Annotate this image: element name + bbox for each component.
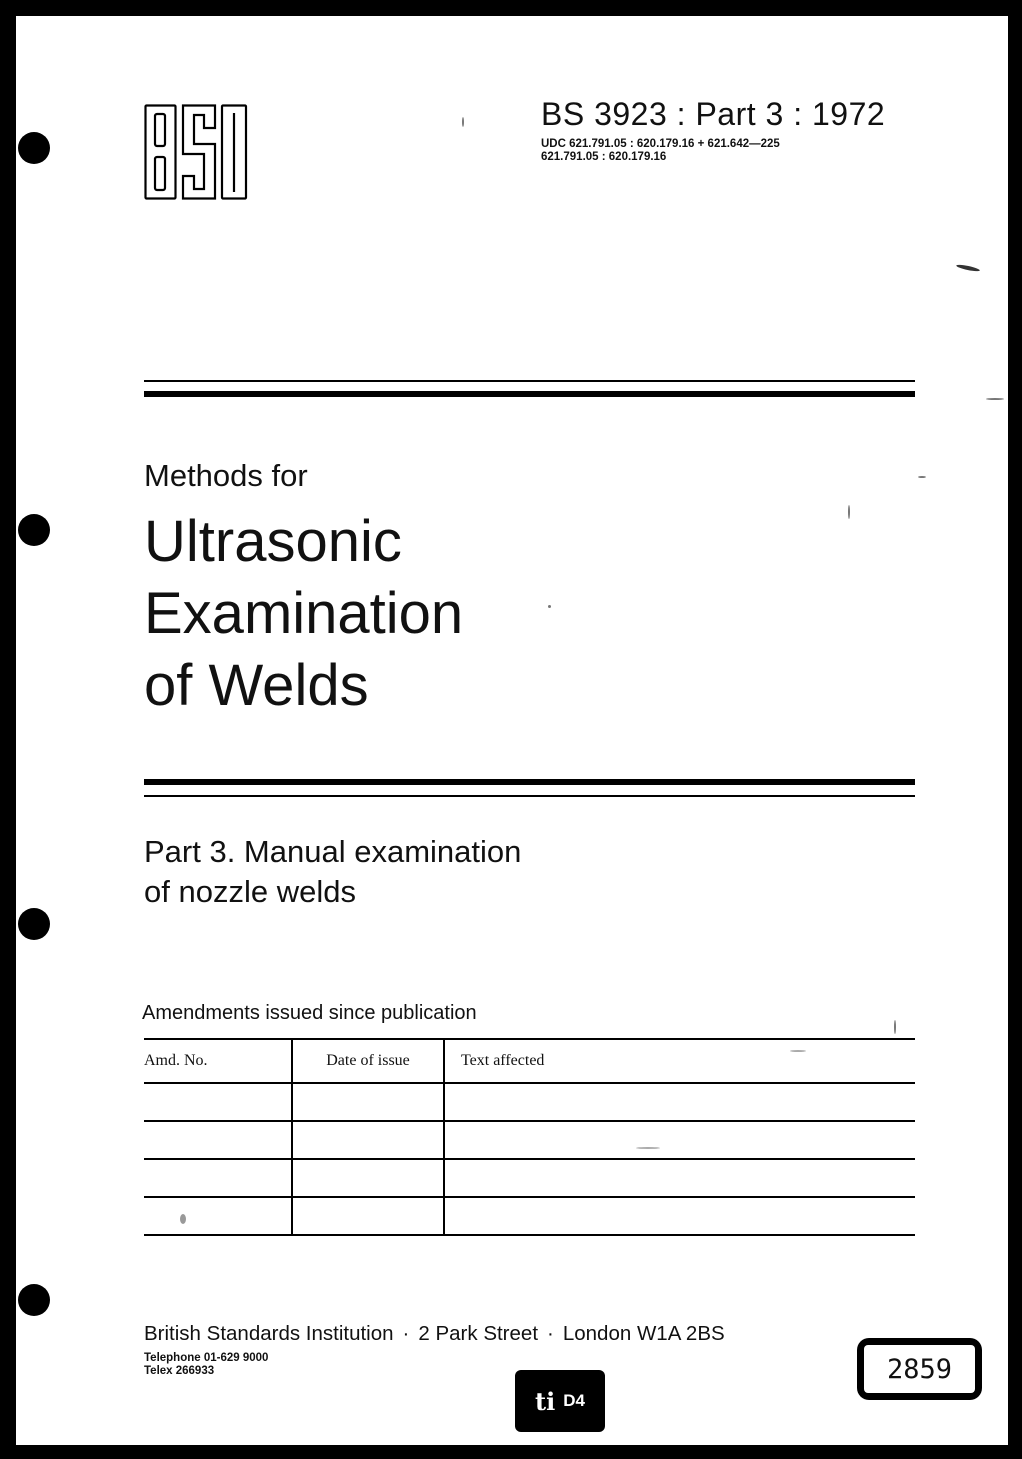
document-number-stamp <box>857 1338 982 1400</box>
scan-speck <box>894 1020 896 1034</box>
stamp-number: 2859 <box>864 1345 975 1393</box>
scan-border-left <box>0 0 16 1459</box>
divider-thick <box>144 779 915 785</box>
scan-speck <box>848 505 850 519</box>
scan-speck <box>180 1214 186 1224</box>
column-header-date-of-issue: Date of issue <box>292 1039 444 1083</box>
title-prefix: Methods for <box>144 458 308 493</box>
table-cell <box>144 1197 292 1235</box>
ti-code: D4 <box>563 1391 585 1410</box>
publisher-city: London W1A 2BS <box>562 1322 725 1345</box>
column-header-amd-no: Amd. No. <box>144 1039 292 1083</box>
main-title-line: Ultrasonic <box>144 509 402 574</box>
table-row <box>144 1121 915 1159</box>
table-cell <box>144 1121 292 1159</box>
part-title-line: Part 3. Manual examination <box>144 834 522 869</box>
part-title-line: of nozzle welds <box>144 874 356 909</box>
udc-line: 621.791.05 : 620.179.16 <box>541 151 667 163</box>
main-title-line: of Welds <box>144 653 369 718</box>
table-row <box>144 1197 915 1235</box>
ti-logo: ti <box>535 1386 556 1416</box>
table-row <box>144 1159 915 1197</box>
punch-hole <box>18 1284 50 1316</box>
separator-dot: · <box>547 1322 554 1345</box>
punch-hole <box>18 132 50 164</box>
table-cell <box>292 1197 444 1235</box>
publisher-street: 2 Park Street <box>418 1322 539 1345</box>
scan-speck <box>956 264 980 273</box>
main-title <box>144 506 463 722</box>
scan-speck <box>462 117 464 127</box>
ti-badge <box>515 1370 605 1432</box>
table-header-row <box>144 1039 915 1083</box>
table-cell <box>444 1159 915 1197</box>
punch-hole <box>18 908 50 940</box>
divider-thin <box>144 380 915 382</box>
telephone: Telephone 01-629 9000 <box>144 1352 269 1364</box>
main-title-line: Examination <box>144 581 464 646</box>
table-row <box>144 1083 915 1121</box>
amendments-heading: Amendments issued since publication <box>142 1002 477 1024</box>
table-cell <box>444 1197 915 1235</box>
publisher-name: British Standards Institution <box>144 1322 394 1345</box>
udc-line: UDC 621.791.05 : 620.179.16 + 621.642—225 <box>541 138 780 150</box>
scan-border-right <box>1008 0 1022 1459</box>
amendments-table <box>144 1038 915 1236</box>
table-cell <box>292 1083 444 1121</box>
scan-speck <box>636 1147 660 1149</box>
standard-number: BS 3923 : Part 3 : 1972 <box>541 96 886 132</box>
scan-speck <box>790 1050 806 1052</box>
telex: Telex 266933 <box>144 1365 215 1377</box>
scan-border-top <box>0 0 1022 16</box>
divider-thin <box>144 795 915 797</box>
table-cell <box>444 1083 915 1121</box>
scan-speck <box>918 476 926 478</box>
separator-dot: · <box>402 1322 410 1345</box>
column-header-text-affected: Text affected <box>444 1039 915 1083</box>
bsi-logo <box>144 104 250 200</box>
table-cell <box>292 1121 444 1159</box>
udc-classification <box>541 138 780 164</box>
table-cell <box>292 1159 444 1197</box>
part-title <box>144 832 521 912</box>
table-cell <box>144 1083 292 1121</box>
punch-hole <box>18 514 50 546</box>
table-cell <box>144 1159 292 1197</box>
scan-speck <box>548 605 551 608</box>
scan-speck <box>986 398 1004 400</box>
scan-border-bottom <box>0 1445 1022 1459</box>
publisher-address <box>144 1322 725 1346</box>
divider-thick <box>144 391 915 397</box>
publisher-contact <box>144 1352 268 1378</box>
table-cell <box>444 1121 915 1159</box>
